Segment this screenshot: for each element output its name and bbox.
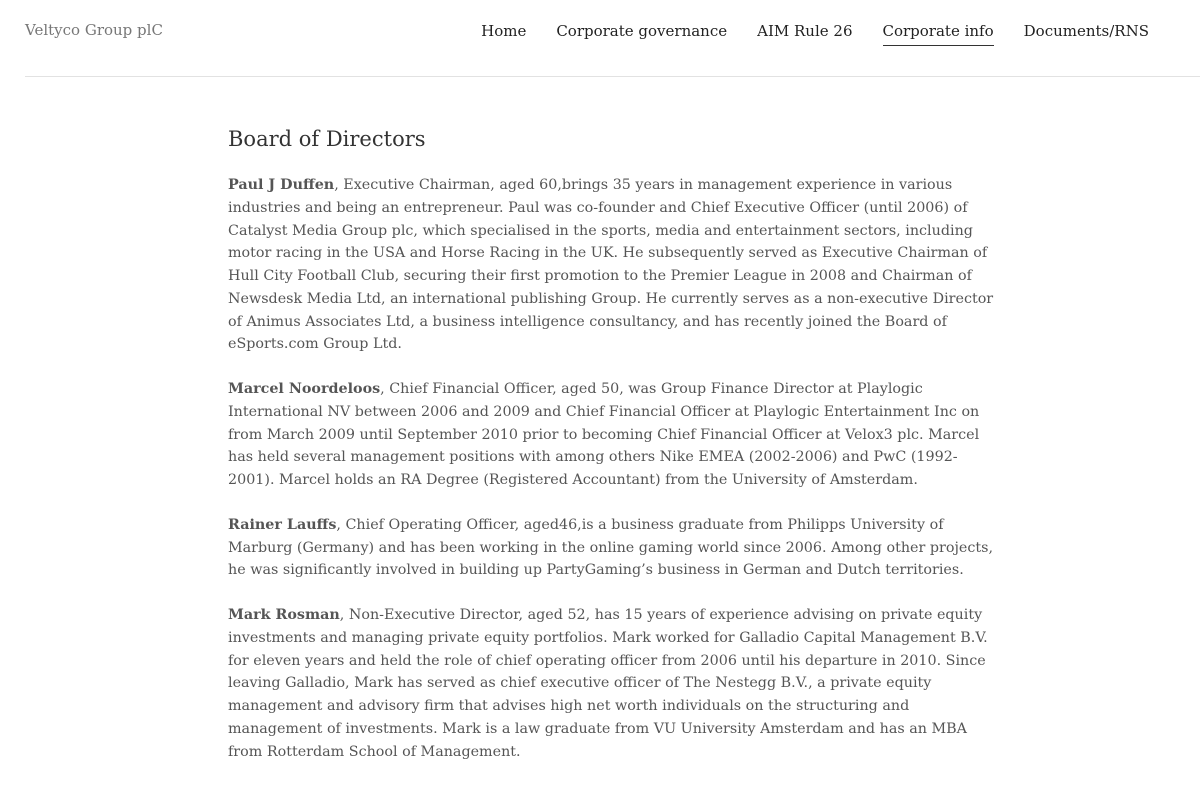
director-bio-marcel-noordeloos — [228, 378, 998, 492]
director-name: Marcel Noordeloos — [228, 381, 381, 397]
nav-item-corporate-info[interactable]: Corporate info — [883, 21, 994, 46]
director-name: Mark Rosman — [228, 607, 340, 623]
director-bio-rainer-lauffs — [228, 514, 998, 582]
nav-item-aim-rule-26[interactable]: AIM Rule 26 — [757, 22, 853, 40]
director-name: Rainer Lauffs — [228, 516, 337, 533]
main-content — [228, 124, 998, 785]
director-description: , Non-Executive Director, aged 52, has 15 years of experience advising on private equity investments and managing private equity portfolios. Mark worked for Galladio Capital Management B.V. for eleven years and held the role of chief operating officer from 2006 until his departure in 2010. Since leaving Galladio, Mark has served as chief executive officer of The Nestegg B.V., a private equity management and advisory firm that advises high net worth individuals on the structuring and management of investments. Mark is a law graduate from VU University Amsterdam and has an MBA from Rotterdam School of Management. — [228, 607, 988, 760]
director-description: , Chief Financial Officer, aged 50, was Group Finance Director at Playlogic International NV between 2006 and 2009 and Chief Financial Officer at Playlogic Entertainment Inc on from March 2009 until September 2010 prior to becoming Chief Financial Officer at Velox3 plc. Marcel has held several management positions with among others Nike EMEA (2002-2006) and PwC (1992-2001). Marcel holds an RA Degree (Registered Accountant) from the University of Amsterdam. — [228, 381, 980, 488]
director-bio-mark-rosman — [228, 604, 998, 763]
director-name: Paul J Duffen — [228, 177, 335, 193]
page-title: Board of Directors — [228, 127, 426, 151]
nav-item-corporate-governance[interactable]: Corporate governance — [556, 22, 728, 40]
site-title[interactable]: Veltyco Group plC — [25, 21, 163, 39]
director-description: , Executive Chairman, aged 60,brings 35 years in management experience in various industries and being an entrepreneur. Paul was co-founder and Chief Executive Officer (until 2006) of Catalyst Media Group plc, which specialised in the sports, media and entertainment sectors, including motor racing in the USA and Horse Racing in the UK. He subsequently served as Executive Chairman of Hull City Football Club, securing their first promotion to the Premier League in 2008 and Chairman of Newsdesk Media Ltd, an international publishing Group. He currently serves as a non-executive Director of Animus Associates Ltd, a business intelligence consultancy, and has recently joined the Board of eSports.com Group Ltd. — [228, 177, 994, 353]
director-description: , Chief Operating Officer, aged46,is a business graduate from Philipps University of Marburg (Germany) and has been working in the online gaming world since 2006. Among other projects, he was significantly involved in building up PartyGaming’s business in German and Dutch territories. — [228, 516, 993, 579]
site-header — [0, 0, 1200, 76]
nav-item-documents-rns[interactable]: Documents/RNS — [1023, 22, 1149, 40]
director-bio-paul-duffen — [228, 174, 998, 356]
nav-item-home[interactable]: Home — [481, 22, 527, 40]
header-divider — [25, 76, 1200, 77]
main-nav — [451, 21, 1149, 46]
